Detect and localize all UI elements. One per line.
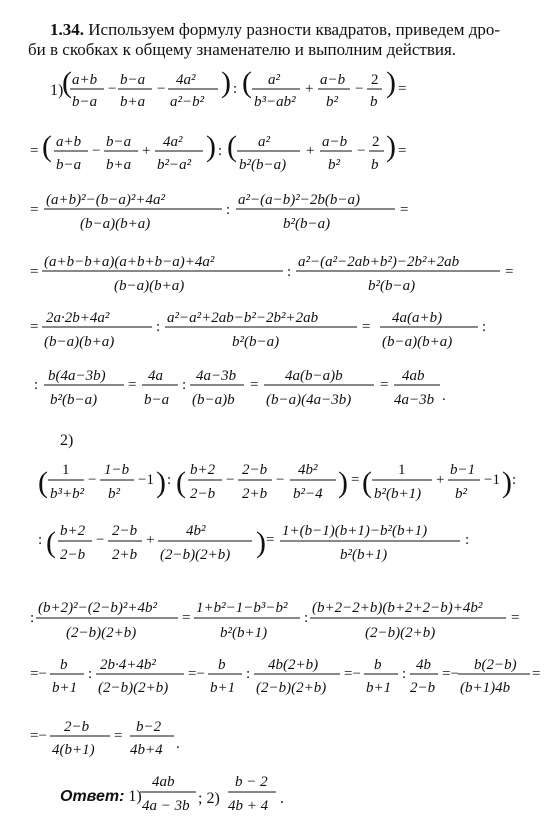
svg-text:(a+b)²−(b−a)²+4a²: (a+b)²−(b−a)²+4a² <box>46 192 165 208</box>
svg-text:b²−4: b²−4 <box>293 486 323 502</box>
svg-text:b²(b+1): b²(b+1) <box>374 486 422 502</box>
svg-text:=: = <box>128 377 137 393</box>
svg-text:(: ( <box>42 130 52 163</box>
svg-text:b−a: b−a <box>56 157 82 173</box>
svg-text:(b−a)(4a−3b): (b−a)(4a−3b) <box>266 392 352 408</box>
svg-text:4a²: 4a² <box>163 134 183 150</box>
svg-text:.: . <box>176 736 180 752</box>
svg-text:b³−ab²: b³−ab² <box>254 94 296 110</box>
eq-line-11 <box>30 719 180 758</box>
svg-text:2: 2 <box>372 134 380 150</box>
svg-text:1: 1 <box>398 462 406 478</box>
svg-text:+: + <box>306 143 315 159</box>
intro-text-1: Используем формулу разности квадратов, приведем дро- <box>88 20 501 39</box>
svg-text:=: = <box>30 143 39 159</box>
answer-frac2-den: 4b + 4 <box>228 798 269 814</box>
svg-text::: : <box>156 319 161 335</box>
svg-text:4b²: 4b² <box>186 523 206 539</box>
svg-text:b²: b² <box>108 486 120 502</box>
svg-text:2+b: 2+b <box>112 547 138 563</box>
svg-text::: : <box>304 610 309 626</box>
svg-text:(: ( <box>362 466 372 499</box>
svg-text:=: = <box>511 610 520 626</box>
svg-text:=−: =− <box>30 728 47 744</box>
svg-text:b²(b−a): b²(b−a) <box>239 157 287 173</box>
svg-text::: : <box>30 610 35 626</box>
svg-text:b+1: b+1 <box>210 680 236 696</box>
svg-text:4a(b−a)b: 4a(b−a)b <box>285 368 343 384</box>
answer-label: Ответ: <box>60 788 125 805</box>
svg-text:a−b: a−b <box>322 134 348 150</box>
eq-line-6 <box>34 368 446 408</box>
svg-text::: : <box>182 377 187 393</box>
answer-frac1-den: 4a − 3b <box>142 798 190 814</box>
svg-text:=: = <box>398 81 407 97</box>
svg-text:b(4a−3b): b(4a−3b) <box>48 368 106 384</box>
answer-part1-prefix: 1) <box>128 788 142 805</box>
svg-text:a²: a² <box>258 134 270 150</box>
svg-text::: : <box>88 666 93 682</box>
svg-text:b²(b−a): b²(b−a) <box>50 392 98 408</box>
svg-text:b+1: b+1 <box>52 680 78 696</box>
problem-number: 1.34. <box>50 20 84 39</box>
svg-text::: : <box>226 202 231 218</box>
svg-text:b²(b+1): b²(b+1) <box>220 625 268 641</box>
svg-text:a²−(a−b)²−2b(b−a): a²−(a−b)²−2b(b−a) <box>238 192 360 208</box>
svg-text:b−a: b−a <box>120 72 146 88</box>
svg-text:b−a: b−a <box>106 134 132 150</box>
svg-text:b+1: b+1 <box>366 680 392 696</box>
svg-text:+: + <box>142 143 151 159</box>
svg-text:a²−b²: a²−b² <box>170 94 205 110</box>
svg-text:): ) <box>502 466 512 499</box>
answer-line <box>60 788 142 806</box>
svg-text:b: b <box>60 657 68 673</box>
svg-text:2a·2b+4a²: 2a·2b+4a² <box>46 310 110 326</box>
svg-text:(: ( <box>62 66 72 99</box>
svg-text:=: = <box>30 264 39 280</box>
svg-text:4ab: 4ab <box>402 368 425 384</box>
svg-text:b−2: b−2 <box>136 719 162 735</box>
svg-text:=: = <box>532 666 541 682</box>
part1-label: 1) <box>50 82 64 99</box>
svg-text:=: = <box>30 319 39 335</box>
svg-text:−: − <box>276 472 285 488</box>
svg-text:(b−a)(b+a): (b−a)(b+a) <box>80 216 151 232</box>
eq-line-3 <box>30 192 408 232</box>
svg-text:b+a: b+a <box>120 94 146 110</box>
svg-text:−: − <box>88 472 97 488</box>
svg-text:b: b <box>371 157 379 173</box>
svg-text:=−: =− <box>188 666 205 682</box>
svg-text:.: . <box>442 388 446 404</box>
svg-text:=: = <box>250 377 259 393</box>
svg-text:b²: b² <box>326 94 338 110</box>
eq-line-4 <box>30 254 513 294</box>
svg-text:=: = <box>114 728 123 744</box>
svg-text:b−a: b−a <box>144 392 170 408</box>
eq-line-9 <box>30 600 519 641</box>
svg-text:−: − <box>226 472 235 488</box>
svg-text:=: = <box>398 143 407 159</box>
svg-text:=: = <box>400 202 409 218</box>
svg-text:a+b: a+b <box>56 134 82 150</box>
svg-text:b−1: b−1 <box>450 462 476 478</box>
svg-text:2−b: 2−b <box>410 680 436 696</box>
svg-text:−: − <box>108 81 117 97</box>
svg-text:b³+b²: b³+b² <box>50 486 85 502</box>
svg-text:=: = <box>362 319 371 335</box>
svg-text:2b·4+4b²: 2b·4+4b² <box>100 657 156 673</box>
svg-text:(2−b)(2+b): (2−b)(2+b) <box>365 625 436 641</box>
svg-text:): ) <box>206 130 216 163</box>
svg-text:4b+4: 4b+4 <box>130 742 163 758</box>
svg-text:4a: 4a <box>148 368 163 384</box>
part2-label: 2) <box>60 432 74 449</box>
svg-text:(: ( <box>46 526 56 559</box>
svg-text::: : <box>246 666 251 682</box>
svg-text:1+(b−1)(b+1)−b²(b+1): 1+(b−1)(b+1)−b²(b+1) <box>282 523 428 539</box>
svg-text:a²: a² <box>268 72 280 88</box>
svg-text:b²(b−a): b²(b−a) <box>283 216 331 232</box>
svg-text:b: b <box>370 94 378 110</box>
svg-text:(: ( <box>227 130 237 163</box>
svg-text:): ) <box>156 466 166 499</box>
svg-text:−: − <box>355 81 364 97</box>
intro-line-2: би в скобках к общему знаменателю и выполним действия. <box>28 40 457 59</box>
svg-text:b+a: b+a <box>106 157 132 173</box>
svg-text:=: = <box>266 532 275 548</box>
svg-text::: : <box>482 319 487 335</box>
svg-text:a−b: a−b <box>320 72 346 88</box>
svg-text:): ) <box>338 466 348 499</box>
svg-text:b: b <box>218 657 226 673</box>
svg-text:b(2−b): b(2−b) <box>474 657 517 673</box>
svg-text:): ) <box>221 66 231 99</box>
svg-text:(b−a)b: (b−a)b <box>192 392 235 408</box>
svg-text:−: − <box>96 532 105 548</box>
svg-text:b²(b−a): b²(b−a) <box>232 334 280 350</box>
svg-text::: : <box>465 532 470 548</box>
svg-text:(b−a)(b+a): (b−a)(b+a) <box>382 334 453 350</box>
svg-text:=−: =− <box>30 666 47 682</box>
svg-text:4b: 4b <box>416 657 431 673</box>
svg-text:(b+2−2+b)(b+2+2−b)+4b²: (b+2−2+b)(b+2+2−b)+4b² <box>312 600 483 616</box>
svg-text:b²(b+1): b²(b+1) <box>340 547 388 563</box>
svg-text:a²−a²+2ab−b²−2b²+2ab: a²−a²+2ab−b²−2b²+2ab <box>167 310 319 326</box>
svg-text:−1: −1 <box>484 472 500 488</box>
svg-text:=−: =− <box>442 666 459 682</box>
svg-text::: : <box>402 666 407 682</box>
svg-text:−: − <box>357 143 366 159</box>
svg-text:=: = <box>505 264 514 280</box>
svg-text:): ) <box>256 526 266 559</box>
answer-end: . <box>280 790 284 807</box>
eq-line-5 <box>30 310 486 350</box>
answer-frac1-num: 4ab <box>152 774 175 790</box>
svg-text:4a−3b: 4a−3b <box>394 392 435 408</box>
svg-text:): ) <box>386 66 396 99</box>
svg-text:(: ( <box>38 466 48 499</box>
svg-text:b²(b−a): b²(b−a) <box>368 278 416 294</box>
svg-text:b²: b² <box>328 157 340 173</box>
svg-text:b: b <box>374 657 382 673</box>
svg-text:a+b: a+b <box>72 72 98 88</box>
svg-text:2−b: 2−b <box>60 547 86 563</box>
svg-text:4a−3b: 4a−3b <box>196 368 237 384</box>
svg-text:a²−(a²−2ab+b²)−2b²+2ab: a²−(a²−2ab+b²)−2b²+2ab <box>298 254 460 270</box>
svg-text::: : <box>34 377 39 393</box>
svg-text:4b²: 4b² <box>298 462 318 478</box>
eq-line-7 <box>38 462 516 502</box>
svg-text:−1: −1 <box>138 472 154 488</box>
eq-line-2 <box>30 130 406 173</box>
answer-frac2-num: b − 2 <box>235 774 268 790</box>
svg-text:2+b: 2+b <box>242 486 268 502</box>
svg-text:=−: =− <box>344 666 361 682</box>
svg-text:(2−b)(2+b): (2−b)(2+b) <box>256 680 327 696</box>
svg-text:4(b+1): 4(b+1) <box>52 742 95 758</box>
svg-text:2−b: 2−b <box>112 523 138 539</box>
svg-text:(: ( <box>242 66 252 99</box>
svg-text:+: + <box>436 472 445 488</box>
eq-line-8 <box>38 523 469 563</box>
svg-text:b²: b² <box>455 486 467 502</box>
svg-text:(2−b)(2+b): (2−b)(2+b) <box>66 625 137 641</box>
svg-text:b−a: b−a <box>72 94 98 110</box>
svg-text:2: 2 <box>371 72 379 88</box>
svg-text:(b+1)4b: (b+1)4b <box>460 680 511 696</box>
svg-text:(2−b)(2+b): (2−b)(2+b) <box>98 680 169 696</box>
svg-text::: : <box>38 532 43 548</box>
svg-text:): ) <box>386 130 396 163</box>
svg-text:2−b: 2−b <box>190 486 216 502</box>
svg-text:=: = <box>30 202 39 218</box>
svg-text:=: = <box>380 377 389 393</box>
svg-text:1+b²−1−b³−b²: 1+b²−1−b³−b² <box>196 600 288 616</box>
answer-separator: ; 2) <box>198 790 220 807</box>
svg-text:−: − <box>157 81 166 97</box>
svg-text:b+2: b+2 <box>190 462 216 478</box>
eq-line-10 <box>30 657 540 696</box>
svg-text:(a+b−b+a)(a+b+b−a)+4a²: (a+b−b+a)(a+b+b−a)+4a² <box>44 254 215 270</box>
svg-text:+: + <box>146 532 155 548</box>
svg-text::: : <box>512 472 517 488</box>
svg-text:2−b: 2−b <box>64 719 90 735</box>
svg-text:1−b: 1−b <box>104 462 130 478</box>
svg-text:b+2: b+2 <box>60 523 86 539</box>
svg-text:2−b: 2−b <box>242 462 268 478</box>
svg-text:1: 1 <box>62 462 70 478</box>
svg-text:(b−a)(b+a): (b−a)(b+a) <box>44 334 115 350</box>
svg-text:4a²: 4a² <box>176 72 196 88</box>
svg-text:+: + <box>305 81 314 97</box>
svg-text:(: ( <box>176 466 186 499</box>
svg-text:=: = <box>351 472 360 488</box>
svg-text:(b−a)(b+a): (b−a)(b+a) <box>114 278 185 294</box>
svg-text::: : <box>218 143 223 159</box>
svg-text:=: = <box>182 610 191 626</box>
svg-text::: : <box>167 472 172 488</box>
svg-text:b²−a²: b²−a² <box>157 157 192 173</box>
svg-text:(b+2)²−(2−b)²+4b²: (b+2)²−(2−b)²+4b² <box>38 600 157 616</box>
svg-text:−: − <box>92 143 101 159</box>
svg-text:4b(2+b): 4b(2+b) <box>268 657 319 673</box>
eq-line-1 <box>62 66 406 110</box>
svg-text::: : <box>233 81 238 97</box>
svg-text:(2−b)(2+b): (2−b)(2+b) <box>160 547 231 563</box>
svg-text:4a(a+b): 4a(a+b) <box>392 310 443 326</box>
svg-text::: : <box>287 264 292 280</box>
